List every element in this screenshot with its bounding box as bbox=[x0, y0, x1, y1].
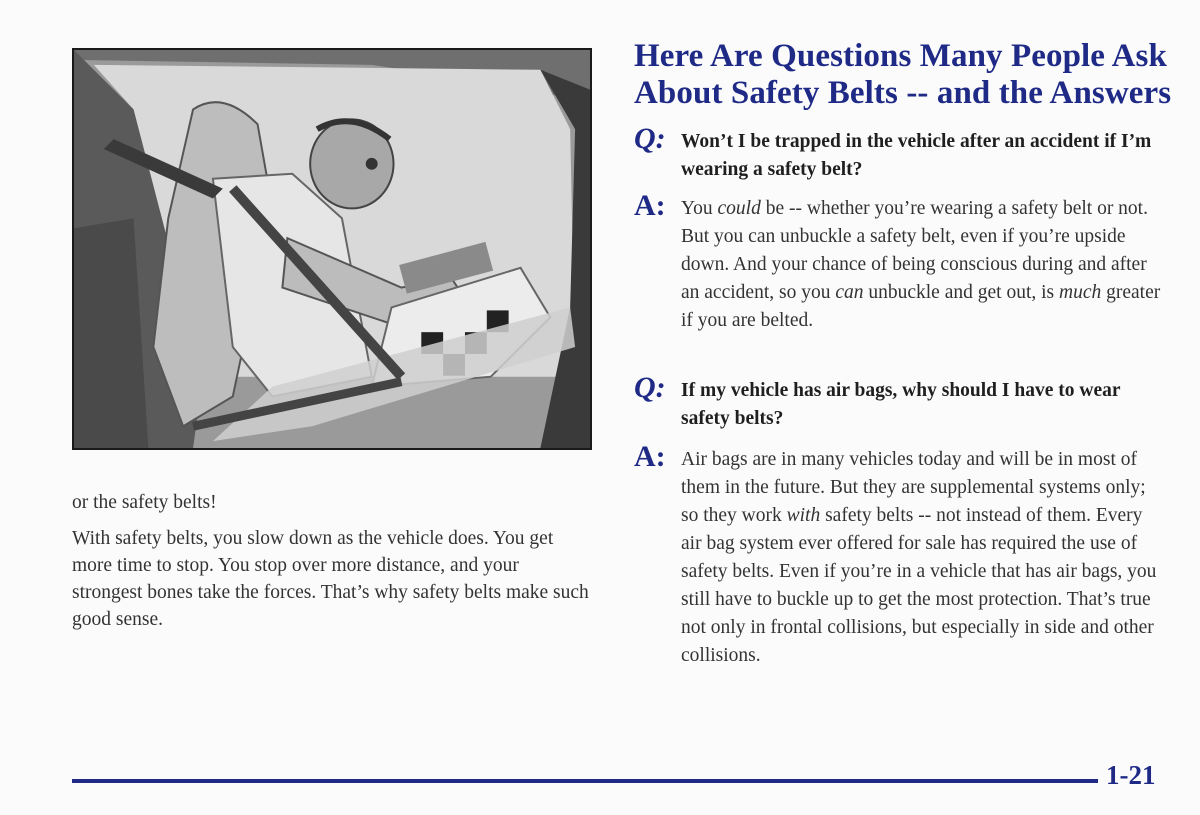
crash-test-photo bbox=[72, 48, 592, 450]
question-2 bbox=[634, 371, 1164, 433]
a-mark: A: bbox=[634, 440, 666, 473]
crash-test-dummy-illustration bbox=[74, 50, 590, 448]
lead-line: or the safety belts! bbox=[72, 492, 217, 513]
a-mark: A: bbox=[634, 189, 666, 222]
safety-belt-paragraph: With safety belts, you slow down as the vehicle does. You get more time to stop. You stop over more distance, and your strongest bones take the forces. That’s why safety belts make such good sense. bbox=[72, 528, 589, 630]
answer-text: You could be -- whether you’re wearing a safety belt or not. But you can unbuckle a safety belt, even if you’re upside down. And your chance of being conscious during and after an accident, so you can unbuckle and get out, is much greater if you are belted. bbox=[681, 198, 1161, 331]
question-1 bbox=[634, 122, 1164, 184]
answer-text: Air bags are in many vehicles today and will be in most of them in the future. But they are supplemental systems only; so they work with safety belts -- not instead of them. Every air bag system ever offered for sale has required the use of safety belts. Even if you’re in a vehicle that has air bags, you still have to buckle up to get the most protection. That’s true not only in frontal collisions, but especially in side and other collisions. bbox=[681, 449, 1157, 666]
left-column-text bbox=[72, 489, 592, 633]
question-text: Won’t I be trapped in the vehicle after an accident if I’m wearing a safety belt? bbox=[681, 131, 1152, 180]
section-heading: Here Are Questions Many People Ask About Safety Belts -- and the Answers bbox=[634, 38, 1172, 111]
page-number: 1-21 bbox=[1106, 760, 1156, 790]
q-mark: Q: bbox=[634, 122, 666, 155]
q-mark: Q: bbox=[634, 371, 666, 404]
answer-2 bbox=[634, 440, 1164, 670]
answer-1 bbox=[634, 189, 1164, 335]
question-text: If my vehicle has air bags, why should I have to wear safety belts? bbox=[681, 380, 1121, 429]
footer-rule bbox=[72, 779, 1098, 783]
